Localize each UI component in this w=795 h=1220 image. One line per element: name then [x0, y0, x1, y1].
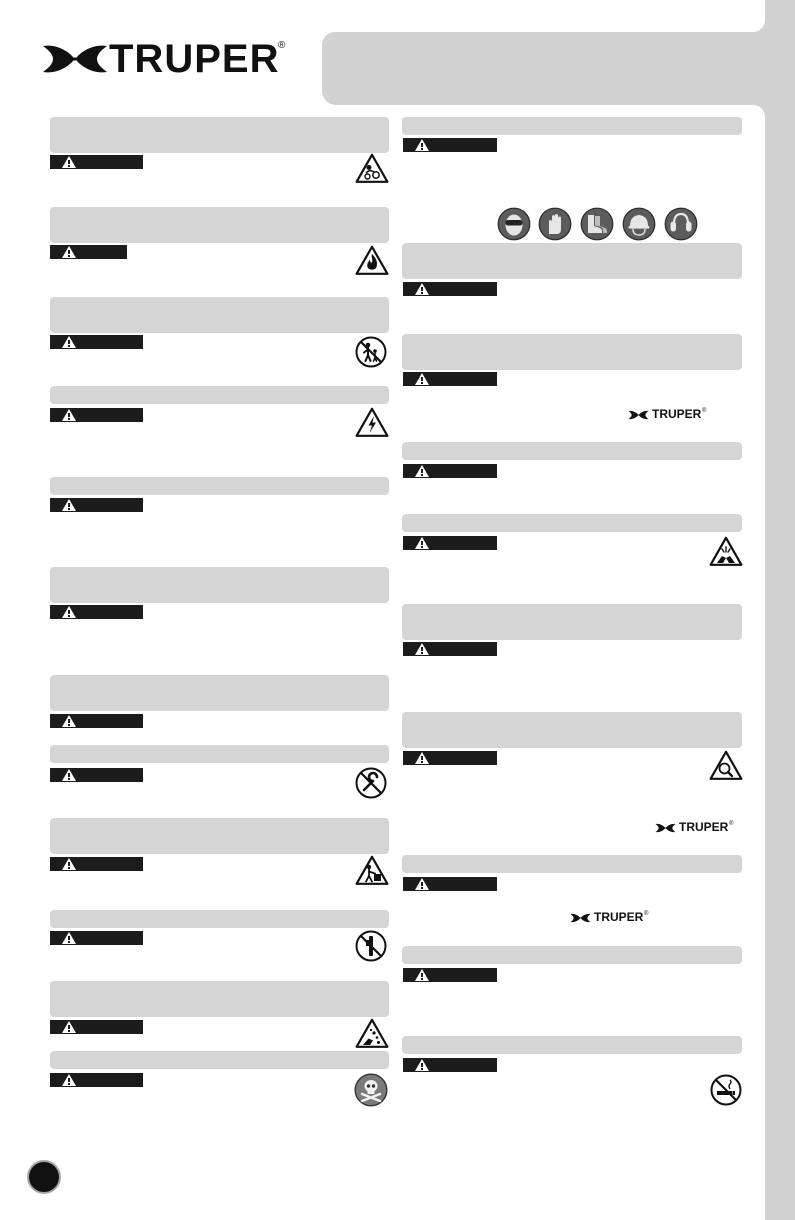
warning-triangle-icon — [415, 969, 429, 981]
warning-triangle-icon — [415, 1059, 429, 1071]
section-heading-panel — [50, 117, 389, 153]
registered-mark: ® — [702, 408, 707, 414]
warning-triangle-icon — [62, 156, 76, 168]
hard-hat-icon — [622, 207, 656, 241]
section-heading-panel — [50, 477, 389, 495]
warning-triangle-icon — [62, 769, 76, 781]
warning-triangle-icon — [415, 643, 429, 655]
warning-label — [50, 1020, 143, 1034]
truper-emblem-icon — [655, 823, 676, 833]
truper-logo-small — [628, 408, 708, 422]
section-heading-panel — [402, 442, 742, 460]
warning-label — [403, 877, 497, 891]
warning-triangle-icon — [62, 409, 76, 421]
warning-triangle-icon — [415, 878, 429, 890]
warning-label — [50, 1073, 143, 1087]
warning-triangle-icon — [62, 1074, 76, 1086]
warning-label — [50, 857, 143, 871]
section-heading-panel — [50, 207, 389, 243]
warning-label — [50, 335, 143, 349]
section-heading-panel — [50, 386, 389, 404]
entanglement-hazard-icon — [355, 153, 389, 184]
warning-triangle-icon — [62, 932, 76, 944]
brand-name: TRUPER — [679, 820, 729, 834]
warning-label — [403, 372, 497, 386]
header-band — [322, 32, 795, 105]
section-heading-panel — [402, 604, 742, 640]
inspect-magnifier-icon — [709, 750, 743, 781]
section-heading-panel — [402, 1036, 742, 1054]
warning-label — [403, 464, 497, 478]
section-heading-panel — [402, 712, 742, 748]
safety-goggles-icon — [497, 207, 531, 241]
warning-label — [403, 1058, 497, 1072]
section-heading-panel — [402, 946, 742, 964]
side-band — [765, 0, 795, 1220]
warning-label — [403, 282, 497, 296]
warning-label — [403, 751, 497, 765]
truper-logo-small — [655, 821, 735, 835]
truper-emblem-icon — [628, 410, 649, 420]
keep-bystanders-away-icon — [355, 336, 387, 368]
warning-label — [50, 498, 143, 512]
warning-triangle-icon — [62, 499, 76, 511]
truper-logo-small — [570, 911, 650, 925]
truper-emblem-icon — [42, 43, 108, 75]
safety-gloves-icon — [538, 207, 572, 241]
warning-label — [403, 138, 497, 152]
operator-hazard-icon — [355, 855, 389, 886]
warning-triangle-icon — [62, 1021, 76, 1033]
registered-mark: ® — [644, 911, 649, 917]
corner-round — [700, 0, 765, 32]
warning-label — [403, 536, 497, 550]
flying-debris-hazard-icon — [355, 1018, 389, 1049]
section-heading-panel — [402, 855, 742, 873]
section-heading-panel — [50, 1051, 389, 1069]
registered-mark: ® — [278, 40, 286, 51]
fire-hazard-icon — [355, 245, 389, 276]
warning-triangle-icon — [415, 537, 429, 549]
cut-hazard-icon — [709, 536, 743, 567]
section-heading-panel — [402, 514, 742, 532]
truper-logo — [42, 37, 287, 81]
warning-triangle-icon — [62, 858, 76, 870]
warning-triangle-icon — [62, 336, 76, 348]
warning-triangle-icon — [62, 715, 76, 727]
section-heading-panel — [50, 981, 389, 1017]
warning-label — [50, 768, 143, 782]
truper-emblem-icon — [570, 913, 591, 923]
section-heading-panel — [50, 818, 389, 854]
toxic-skull-icon — [354, 1073, 388, 1107]
section-heading-panel — [50, 567, 389, 603]
warning-triangle-icon — [415, 373, 429, 385]
ear-protection-icon — [664, 207, 698, 241]
section-heading-panel — [50, 675, 389, 711]
section-heading-panel — [50, 745, 389, 763]
warning-triangle-icon — [415, 283, 429, 295]
warning-label — [403, 968, 497, 982]
warning-triangle-icon — [415, 752, 429, 764]
section-heading-panel — [50, 910, 389, 928]
prohibited-use-icon — [355, 930, 387, 962]
no-repair-while-running-icon — [355, 767, 387, 799]
brand-name: TRUPER — [594, 910, 644, 924]
section-heading-panel — [50, 297, 389, 333]
warning-triangle-icon — [62, 606, 76, 618]
warning-label — [50, 155, 143, 169]
brand-name: TRUPER — [652, 407, 702, 421]
registered-mark: ® — [729, 821, 734, 827]
warning-triangle-icon — [415, 139, 429, 151]
warning-triangle-icon — [415, 465, 429, 477]
electric-shock-hazard-icon — [355, 407, 389, 438]
warning-triangle-icon — [62, 246, 76, 258]
warning-label — [50, 714, 143, 728]
no-smoking-icon — [710, 1074, 742, 1106]
safety-boots-icon — [580, 207, 614, 241]
warning-label — [50, 408, 143, 422]
warning-label — [50, 931, 143, 945]
page-number-badge — [27, 1160, 61, 1194]
warning-label — [403, 642, 497, 656]
brand-name: TRUPER — [109, 37, 280, 81]
section-heading-panel — [402, 117, 742, 135]
section-heading-panel — [402, 243, 742, 279]
section-heading-panel — [402, 334, 742, 370]
warning-label — [50, 605, 143, 619]
warning-label — [50, 245, 127, 259]
